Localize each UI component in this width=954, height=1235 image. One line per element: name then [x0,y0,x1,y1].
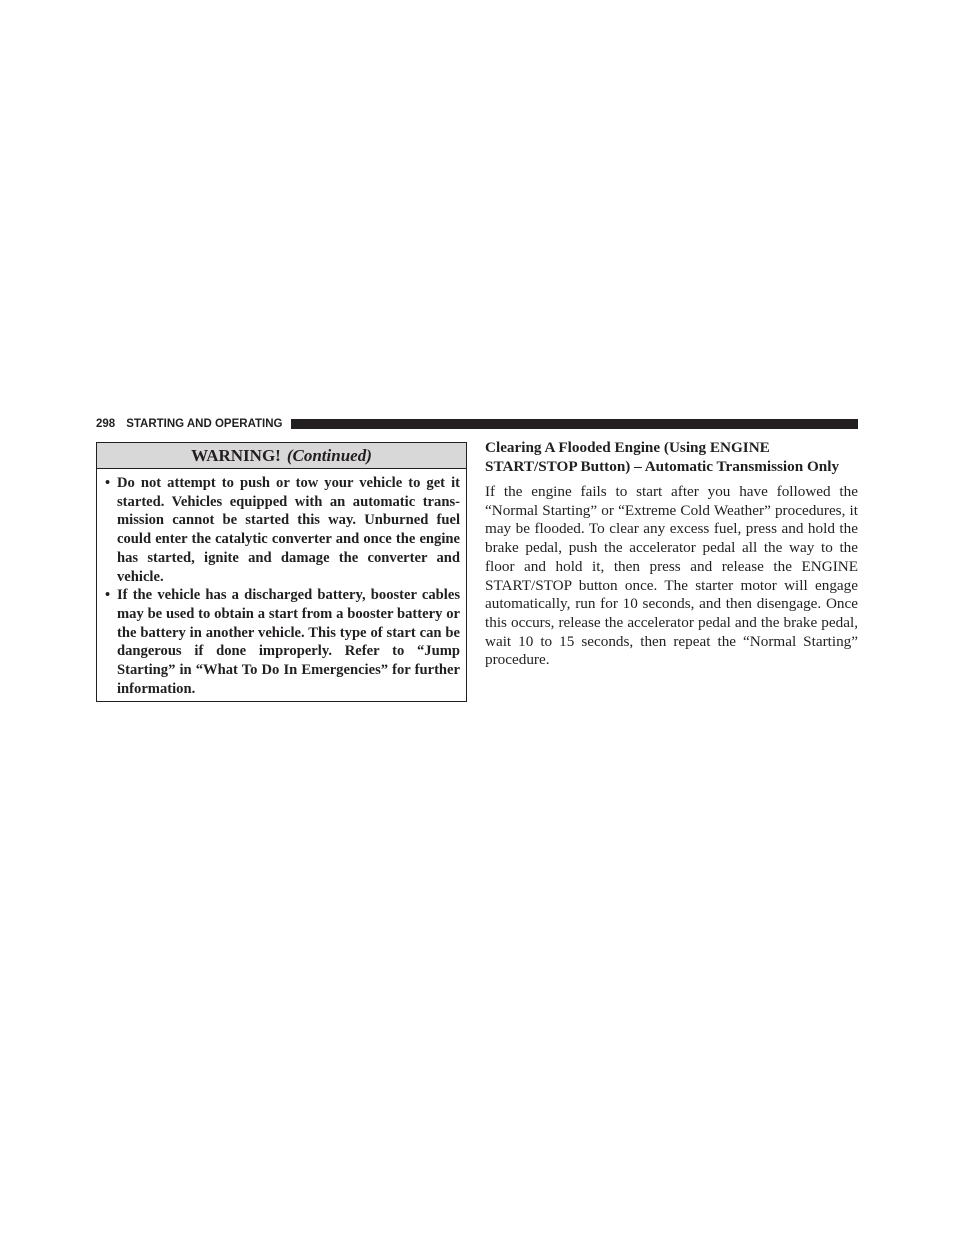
section-heading: Clearing A Flooded Engine (Using ENGINE START/STOP Button) – Automatic Transmission Only [485,439,840,475]
warning-list [97,469,466,698]
page-header [96,416,858,432]
section-body-paragraph: If the engine fails to start after you have followed the “Normal Starting” or “Extreme Cold Weather” procedures, it may be flooded. To clear any excess fuel, press and hold the brake pedal, push the accelerator pedal all the way to the floor and hold it, then press and release the ENGINE START/STOP button once. The starter motor will engage automatically, run for 10 seconds, and then disengage. Once this occurs, release the accelerator pedal and the brake pedal, wait 10 to 15 seconds, then repeat the “Normal Starting” procedure. [485,483,858,669]
warning-item-text: If the vehicle has a discharged battery, booster cables may be used to obtain a start from a booster battery or the battery in another vehicle. This type of start can be dangerous if done improperly. Refer to “Jump Starting” in “What To Do In Emergencies” for further information. [117,587,460,697]
warning-header [97,443,466,469]
page-number: 298 [96,418,116,430]
warning-item-text: Do not attempt to push or tow your vehicle to get it started. Vehicles equipped with an automatic transmission cannot be started this way. Unburned fuel could enter the catalytic converter and once the engine has started, ignite and damage the converter and vehicle. [117,475,460,585]
header-rule-bar [291,419,859,429]
warning-title: WARNING! [191,446,281,465]
right-column [485,438,858,670]
section-title: STARTING AND OPERATING [126,418,283,430]
bullet-icon: • [105,475,111,491]
warning-box [96,442,467,702]
warning-title-continued: (Continued) [286,446,372,465]
bullet-icon: • [105,587,111,604]
warning-item [103,586,460,698]
warning-item [103,474,460,586]
